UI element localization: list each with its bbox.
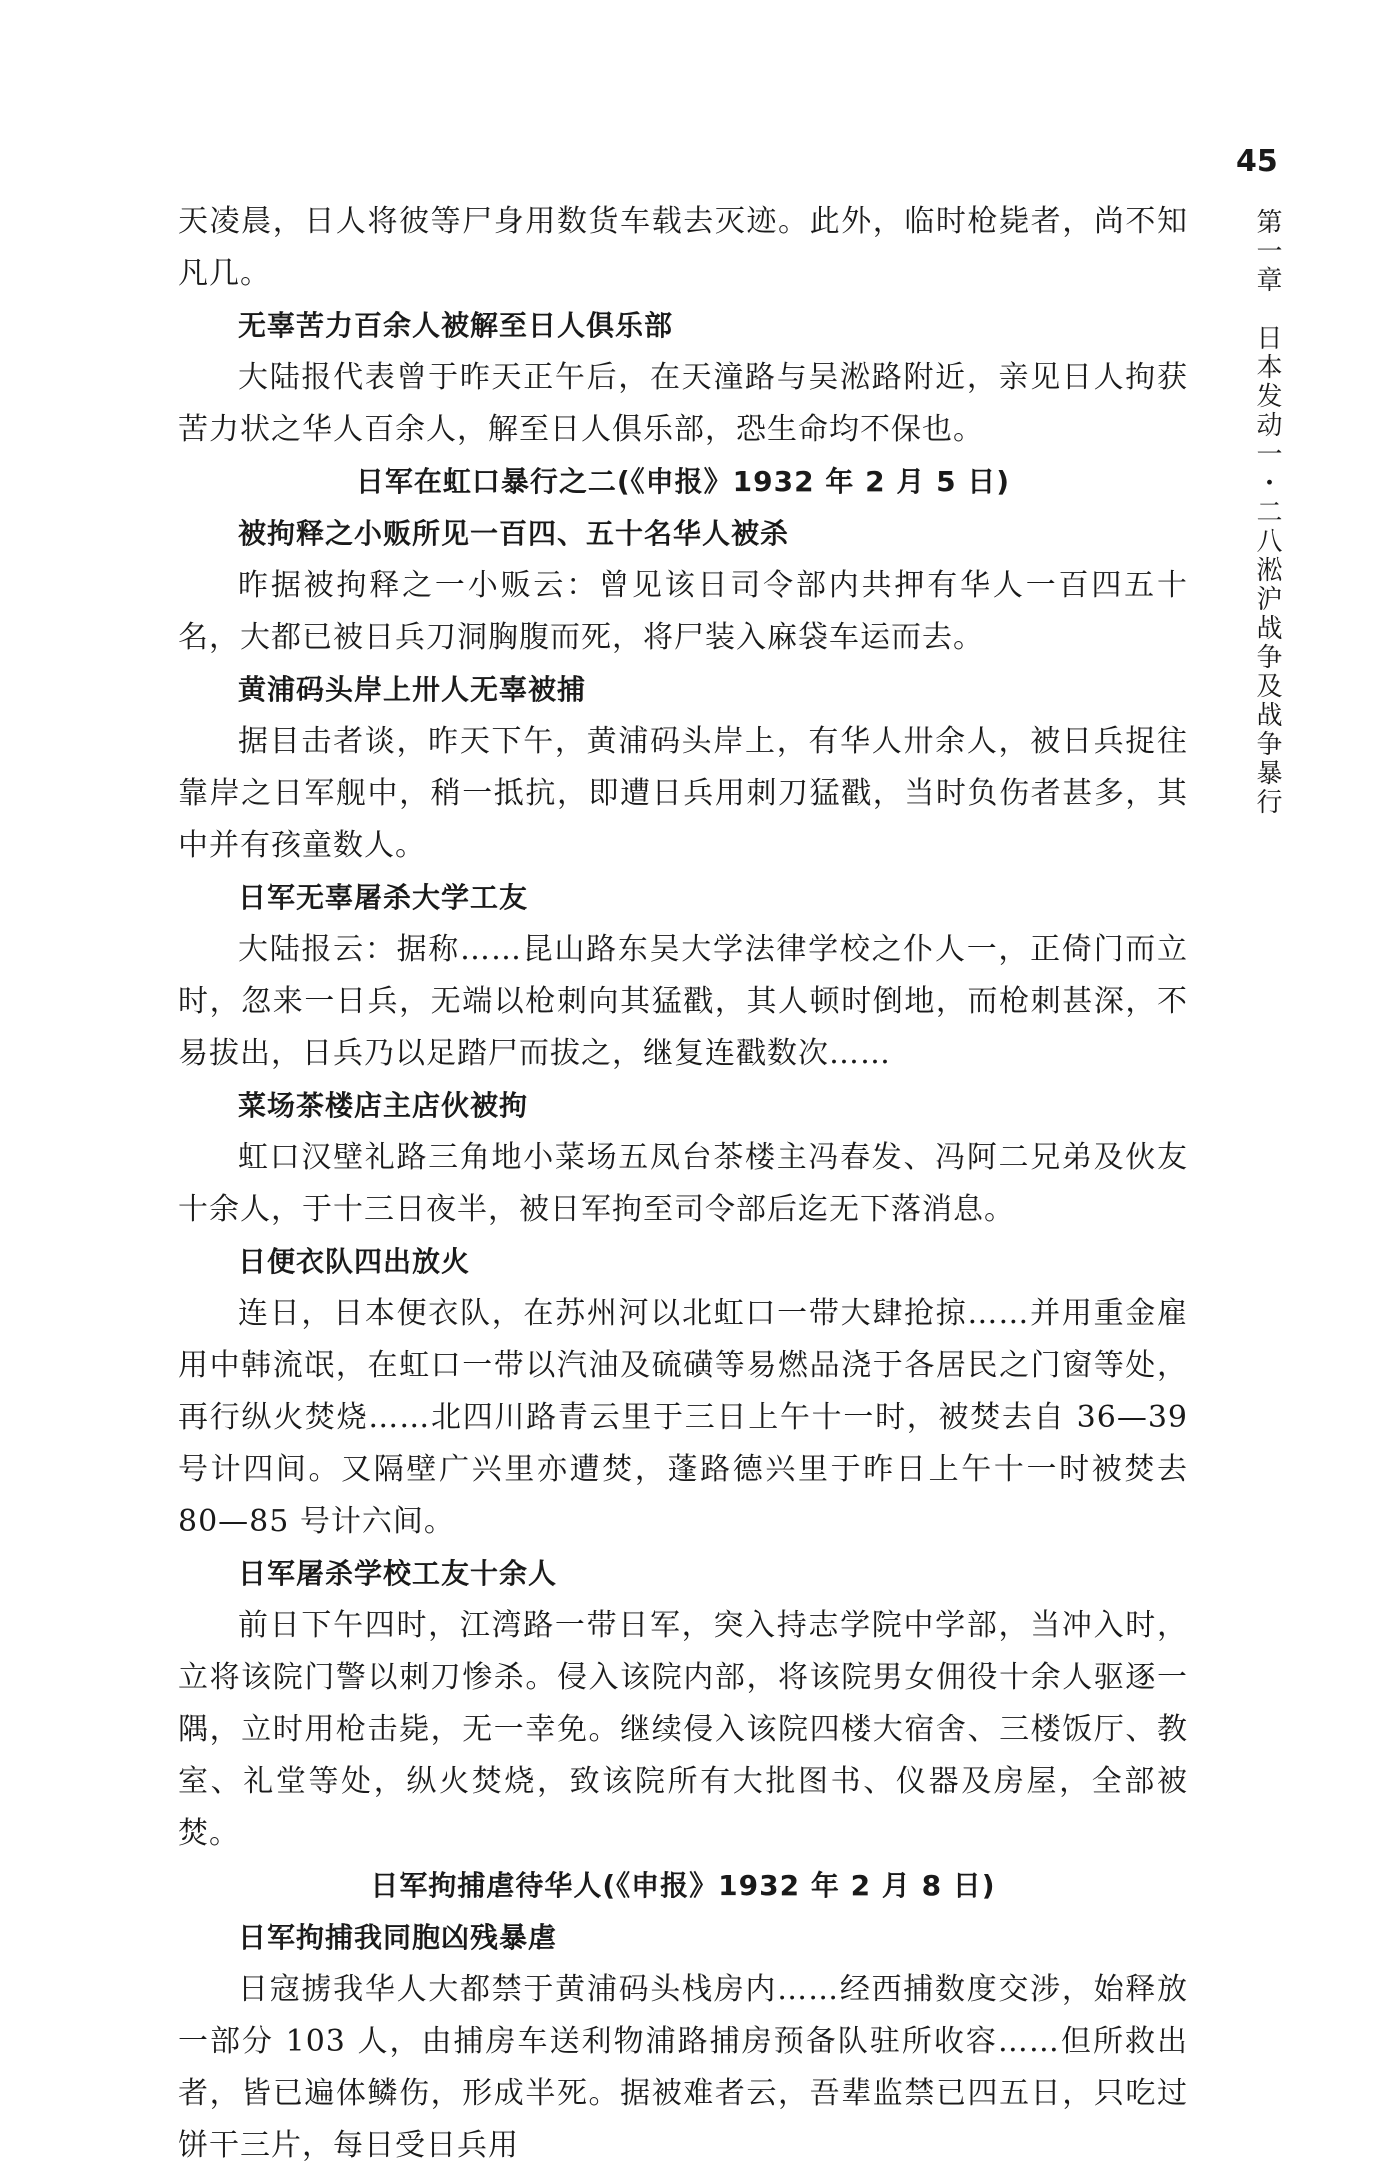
paragraph: 昨据被拘释之一小贩云：曾见该日司令部内共押有华人一百四五十名，大都已被日兵刀洞胸腹而死，将尸装入麻袋车运而去。 — [178, 568, 1188, 655]
paragraph: 日寇掳我华人大都禁于黄浦码头栈房内……经西捕数度交涉，始释放一部分 103 人，由捕房车送利物浦路捕房预备队驻所收容……但所救出者，皆已遍体鳞伤，形成半死。据被难者云，吾辈监禁已四五日，只吃过饼干三片，每日受日兵用 — [178, 1972, 1188, 2163]
page-body — [178, 196, 1188, 2172]
subheading: 无辜苦力百余人被解至日人俱乐部 — [238, 309, 674, 342]
paragraph: 前日下午四时，江湾路一带日军，突入持志学院中学部，当冲入时，立将该院门警以刺刀惨杀。侵入该院内部，将该院男女佣役十余人驱逐一隅，立时用枪击毙，无一幸免。继续侵入该院四楼大宿舍、三楼饭厅、教室、礼堂等处，纵火焚烧，致该院所有大批图书、仪器及房屋，全部被焚。 — [178, 1608, 1188, 1851]
subheading: 菜场茶楼店主店伙被拘 — [238, 1089, 529, 1122]
subheading: 被拘释之小贩所见一百四、五十名华人被杀 — [238, 517, 790, 550]
paragraph: 据目击者谈，昨天下午，黄浦码头岸上，有华人卅余人，被日兵捉往靠岸之日军舰中，稍一抵抗，即遭日兵用刺刀猛戳，当时负伤者甚多，其中并有孩童数人。 — [178, 724, 1188, 863]
paragraph: 虹口汉壁礼路三角地小菜场五凤台茶楼主冯春发、冯阿二兄弟及伙友十余人，于十三日夜半，被日军拘至司令部后迄无下落消息。 — [178, 1140, 1188, 1227]
subheading: 日军无辜屠杀大学工友 — [238, 881, 529, 914]
paragraph: 大陆报云：据称……昆山路东吴大学法律学校之仆人一，正倚门而立时，忽来一日兵，无端以枪刺向其猛戳，其人顿时倒地，而枪刺甚深，不易拔出，日兵乃以足踏尸而拔之，继复连戳数次…… — [178, 932, 1188, 1071]
chapter-side-title: 第一章 日本发动一・二八淞沪战争及战争暴行 — [1252, 208, 1282, 817]
paragraph: 连日，日本便衣队，在苏州河以北虹口一带大肆抢掠……并用重金雇用中韩流氓，在虹口一带以汽油及硫磺等易燃品浇于各居民之门窗等处，再行纵火焚烧……北四川路青云里于三日上午十一时，被焚去自 36—39 号计四间。又隔壁广兴里亦遭焚，蓬路德兴里于昨日上午十一时被焚去 80—85 号计六间。 — [178, 1296, 1188, 1539]
section-title: 日军拘捕虐待华人(《申报》1932 年 2 月 8 日) — [370, 1869, 996, 1902]
page-number: 45 — [1236, 144, 1278, 179]
section-title: 日军在虹口暴行之二(《申报》1932 年 2 月 5 日) — [355, 465, 1011, 498]
subheading: 日军拘捕我同胞凶残暴虐 — [238, 1921, 558, 1954]
paragraph: 天凌晨，日人将彼等尸身用数货车载去灭迹。此外，临时枪毙者，尚不知凡几。 — [178, 204, 1188, 291]
subheading: 黄浦码头岸上卅人无辜被捕 — [238, 673, 587, 706]
subheading: 日军屠杀学校工友十余人 — [238, 1557, 558, 1590]
paragraph: 大陆报代表曾于昨天正午后，在天潼路与吴淞路附近，亲见日人拘获苦力状之华人百余人，解至日人俱乐部，恐生命均不保也。 — [178, 360, 1188, 447]
subheading: 日便衣队四出放火 — [238, 1245, 471, 1278]
